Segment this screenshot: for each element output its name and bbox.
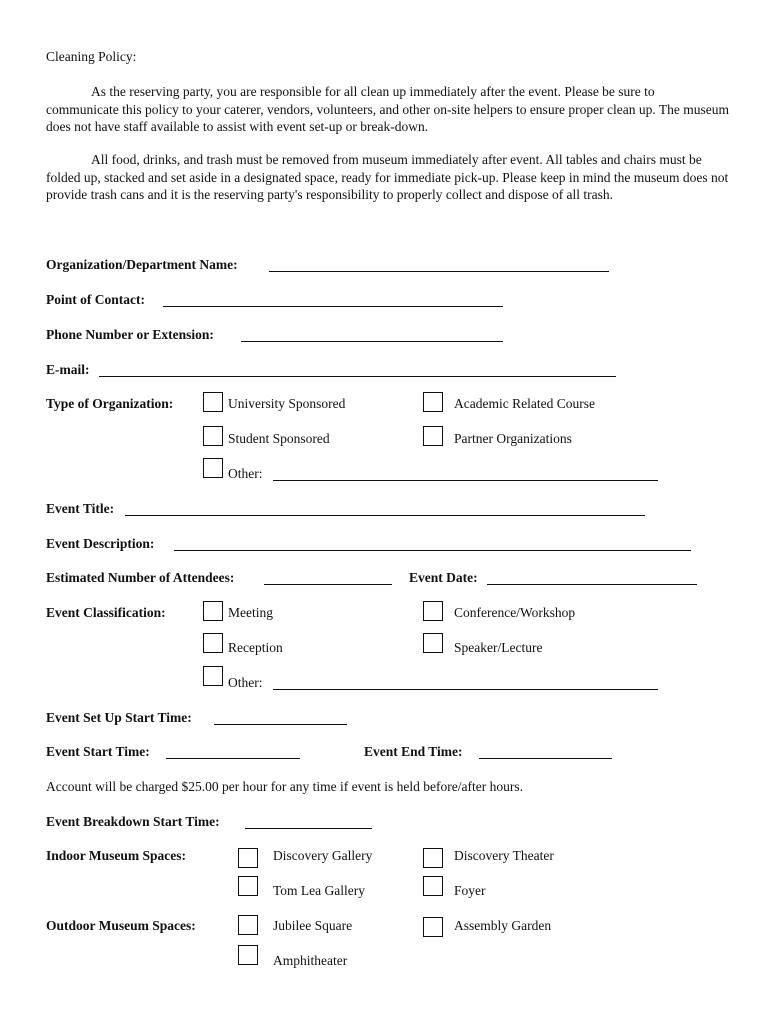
- setup-start-label: Event Set Up Start Time:: [46, 710, 192, 725]
- start-time-field[interactable]: [166, 746, 300, 759]
- start-time-label: Event Start Time:: [46, 744, 150, 759]
- speaker-label: Speaker/Lecture: [454, 640, 543, 655]
- event-date-label: Event Date:: [409, 570, 478, 585]
- academic-course-checkbox[interactable]: [423, 392, 443, 412]
- university-sponsored-label: University Sponsored: [228, 396, 346, 411]
- academic-course-label: Academic Related Course: [454, 396, 595, 411]
- speaker-checkbox[interactable]: [423, 633, 443, 653]
- student-sponsored-checkbox[interactable]: [203, 426, 223, 446]
- conference-label: Conference/Workshop: [454, 605, 576, 620]
- event-date-field[interactable]: [487, 572, 697, 585]
- policy-paragraph-1: As the reserving party, you are responsible for all clean up immediately after the event. Please be sure to communicate this policy to your caterer, vendors, volunteers, and other on-site helpers to ensure proper clean up. The museum does not have staff available to assist with event set-up or break-down.: [46, 84, 730, 134]
- foyer-checkbox[interactable]: [423, 876, 443, 896]
- breakdown-start-label: Event Breakdown Start Time:: [46, 814, 220, 829]
- org-other-label: Other:: [228, 466, 263, 481]
- partner-organizations-checkbox[interactable]: [423, 426, 443, 446]
- discovery-theater-checkbox[interactable]: [423, 848, 443, 868]
- discovery-gallery-checkbox[interactable]: [238, 848, 258, 868]
- jubilee-square-checkbox[interactable]: [238, 915, 258, 935]
- attendees-field[interactable]: [264, 572, 392, 585]
- org-other-checkbox[interactable]: [203, 458, 223, 478]
- partner-organizations-label: Partner Organizations: [454, 431, 572, 446]
- class-other-checkbox[interactable]: [203, 666, 223, 686]
- university-sponsored-checkbox[interactable]: [203, 392, 223, 412]
- org-name-field[interactable]: [269, 259, 609, 272]
- outdoor-spaces-label: Outdoor Museum Spaces:: [46, 918, 196, 933]
- discovery-theater-label: Discovery Theater: [454, 848, 554, 863]
- setup-start-field[interactable]: [214, 712, 347, 725]
- student-sponsored-label: Student Sponsored: [228, 431, 330, 446]
- assembly-garden-label: Assembly Garden: [454, 918, 552, 933]
- amphitheater-checkbox[interactable]: [238, 945, 258, 965]
- end-time-label: Event End Time:: [364, 744, 463, 759]
- reception-label: Reception: [228, 640, 283, 655]
- tom-lea-gallery-checkbox[interactable]: [238, 876, 258, 896]
- policy-paragraph-2: All food, drinks, and trash must be removed from museum immediately after event. All tables and chairs must be folded up, stacked and set aside in a designated space, ready for immediate pick-up. Please keep in mind the museum does not provide trash cans and it is the reserving party's responsibility to properly collect and dispose of all trash.: [46, 152, 729, 202]
- reception-checkbox[interactable]: [203, 633, 223, 653]
- org-name-label: Organization/Department Name:: [46, 257, 238, 272]
- meeting-label: Meeting: [228, 605, 273, 620]
- conference-checkbox[interactable]: [423, 601, 443, 621]
- classification-label: Event Classification:: [46, 605, 166, 620]
- tom-lea-gallery-label: Tom Lea Gallery: [273, 883, 366, 898]
- assembly-garden-checkbox[interactable]: [423, 917, 443, 937]
- phone-label: Phone Number or Extension:: [46, 327, 214, 342]
- charge-note: Account will be charged $25.00 per hour for any time if event is held before/after hours.: [46, 779, 523, 794]
- discovery-gallery-label: Discovery Gallery: [273, 848, 373, 863]
- contact-label: Point of Contact:: [46, 292, 145, 307]
- event-title-label: Event Title:: [46, 501, 115, 516]
- email-field[interactable]: [99, 364, 616, 377]
- contact-field[interactable]: [163, 294, 503, 307]
- org-other-field[interactable]: [273, 468, 658, 481]
- event-description-label: Event Description:: [46, 536, 155, 551]
- indoor-spaces-label: Indoor Museum Spaces:: [46, 848, 187, 863]
- email-label: E-mail:: [46, 362, 90, 377]
- end-time-field[interactable]: [479, 746, 612, 759]
- class-other-field[interactable]: [273, 677, 658, 690]
- org-type-label: Type of Organization:: [46, 396, 174, 411]
- phone-field[interactable]: [241, 329, 503, 342]
- meeting-checkbox[interactable]: [203, 601, 223, 621]
- amphitheater-label: Amphitheater: [273, 953, 348, 968]
- class-other-label: Other:: [228, 675, 263, 690]
- breakdown-start-field[interactable]: [245, 816, 372, 829]
- foyer-label: Foyer: [454, 883, 486, 898]
- jubilee-square-label: Jubilee Square: [273, 918, 353, 933]
- event-title-field[interactable]: [125, 503, 645, 516]
- event-description-field[interactable]: [174, 538, 691, 551]
- policy-heading: Cleaning Policy:: [46, 49, 137, 64]
- attendees-label: Estimated Number of Attendees:: [46, 570, 235, 585]
